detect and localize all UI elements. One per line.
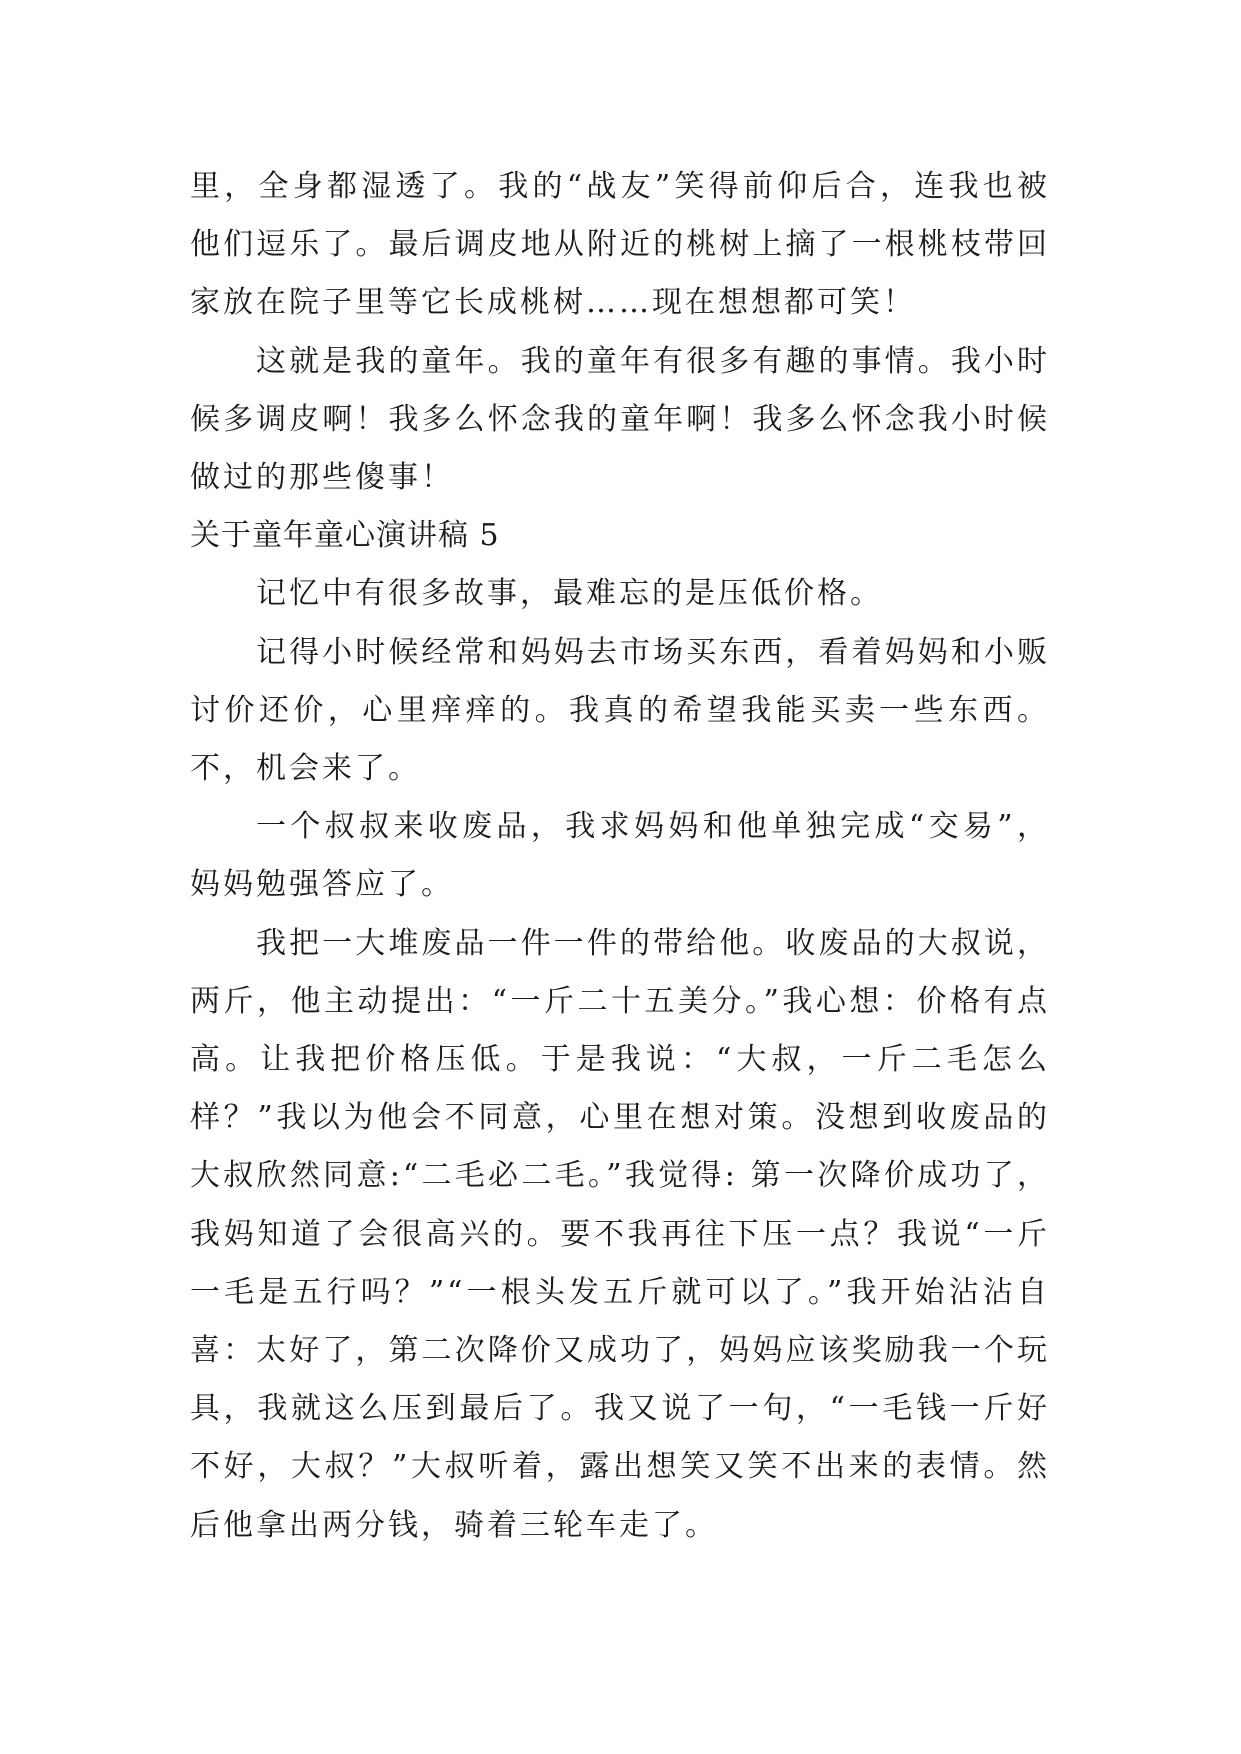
section-heading: 关于童年童心演讲稿 5 [190, 518, 500, 554]
paragraph-memory: 记忆中有很多故事，最难忘的是压低价格。 [256, 576, 883, 612]
document-body [190, 158, 1050, 1555]
paragraph-bargaining: 我把一大堆废品一件一件的带给他。收废品的大叔说，两斤，他主动提出：“一斤二十五美分。”我心想：价格有点高。让我把价格压低。于是我说：“大叔，一斤二毛怎么样？”我以为他会不同意，心里在想对策。没想到收废品的大叔欣然同意:“二毛必二毛。”我觉得: 第一次降价成功了，我妈知道了会很高兴的。要不我再往下压一点？我说“一斤一毛是五行吗？”“一根头发五斤就可以了。”我开始沾沾自喜：太好了，第二次降价又成功了，妈妈应该奖励我一个玩具，我就这么压到最后了。我又说了一句，“一毛钱一斤好不好，大叔？”大叔听着，露出想笑又笑不出来的表情。然后他拿出两分钱，骑着三轮车走了。 [190, 925, 1050, 1543]
paragraph-childhood-summary: 这就是我的童年。我的童年有很多有趣的事情。我小时候多调皮啊！我多么怀念我的童年啊！我多么怀念我小时候做过的那些傻事！ [190, 343, 1050, 496]
paragraph-continuation: 里，全身都湿透了。我的“战友”笑得前仰后合，连我也被他们逗乐了。最后调皮地从附近的桃树上摘了一根桃枝带回家放在院子里等它长成桃树……现在想想都可笑！ [190, 169, 1050, 321]
paragraph-recycler: 一个叔叔来收废品，我求妈妈和他单独完成“交易”，妈妈勉强答应了。 [190, 809, 1050, 903]
paragraph-market: 记得小时候经常和妈妈去市场买东西，看着妈妈和小贩讨价还价，心里痒痒的。我真的希望我能买卖一些东西。不，机会来了。 [190, 634, 1050, 787]
